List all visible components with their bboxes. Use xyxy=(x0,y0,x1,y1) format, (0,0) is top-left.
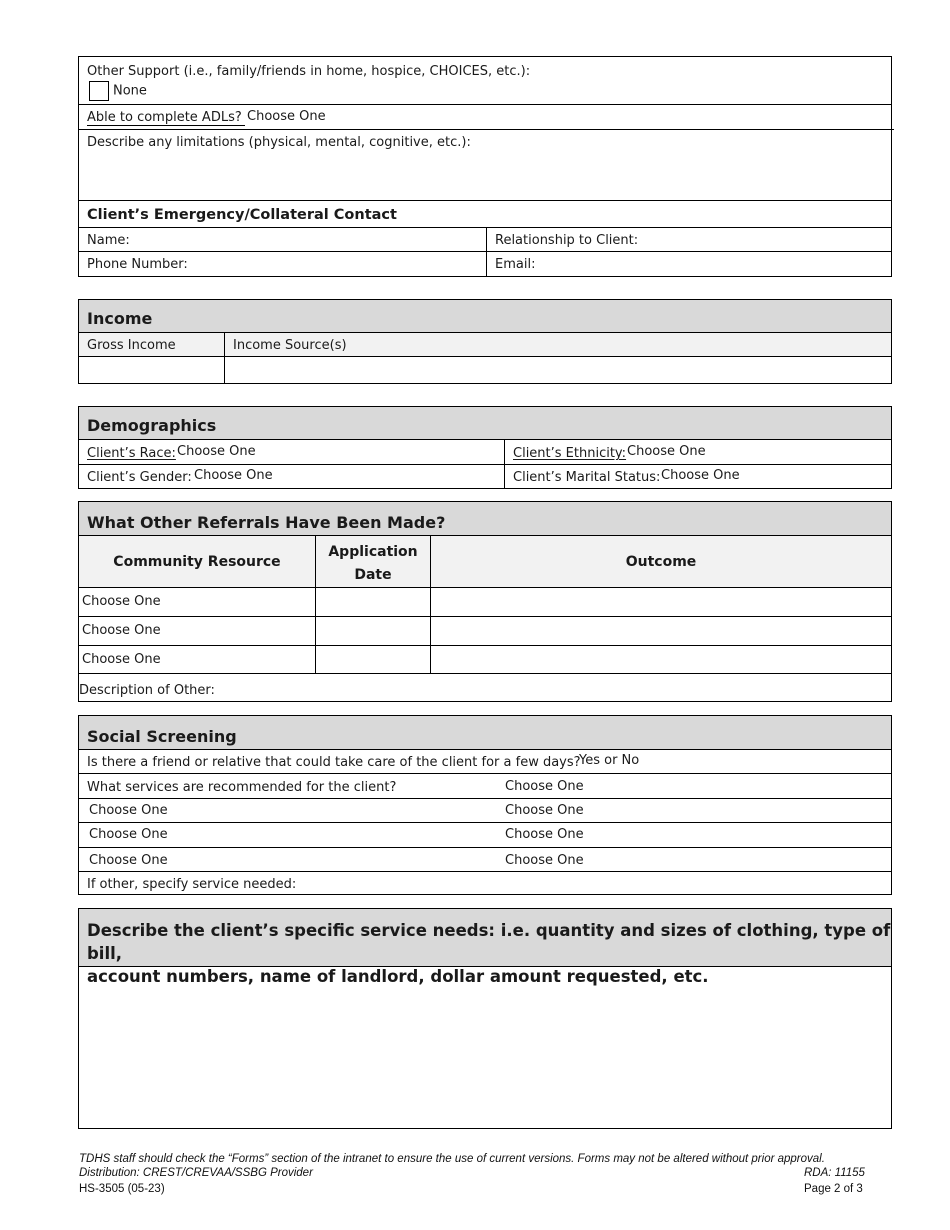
application-date-input[interactable] xyxy=(316,588,431,616)
income-heading: Income xyxy=(87,309,153,328)
table-row xyxy=(79,588,891,617)
emergency-heading-row xyxy=(79,201,891,228)
income-source-header: Income Source(s) xyxy=(233,338,347,353)
marital-label: Client’s Marital Status: xyxy=(513,470,661,485)
footer-rda: RDA: 11155 xyxy=(804,1167,865,1179)
demographics-row-1 xyxy=(79,440,891,465)
col-application-date-line2: Date xyxy=(354,567,392,583)
income-section xyxy=(78,299,892,384)
service-select[interactable]: Choose One xyxy=(89,853,168,868)
other-support-label: Other Support (i.e., family/friends in home, hospice, CHOICES, etc.): xyxy=(87,64,531,79)
services-question-row xyxy=(79,774,891,799)
demographics-heading: Demographics xyxy=(87,416,217,435)
service-row xyxy=(79,848,891,872)
service-needs-section xyxy=(78,908,892,1129)
service-select[interactable]: Choose One xyxy=(89,803,168,818)
outcome-input[interactable] xyxy=(431,588,891,616)
service-row xyxy=(79,799,891,823)
income-source-input[interactable] xyxy=(225,357,891,383)
demographics-section xyxy=(78,406,892,489)
social-heading-row xyxy=(79,716,891,750)
ethnicity-select[interactable]: Choose One xyxy=(627,444,706,459)
outcome-input[interactable] xyxy=(431,617,891,645)
gender-select[interactable]: Choose One xyxy=(194,468,273,483)
service-select[interactable]: Choose One xyxy=(505,827,584,842)
referrals-section xyxy=(78,501,892,702)
service-row xyxy=(79,823,891,848)
gross-income-header: Gross Income xyxy=(79,333,225,356)
referrals-heading: What Other Referrals Have Been Made? xyxy=(87,513,446,532)
friend-select[interactable]: Yes or No xyxy=(579,753,640,768)
resource-select[interactable]: Choose One xyxy=(79,646,316,673)
service-select[interactable]: Choose One xyxy=(505,779,584,794)
limitations-label: Describe any limitations (physical, mental, cognitive, etc.): xyxy=(87,135,471,150)
description-of-other-label: Description of Other: xyxy=(79,683,215,698)
relationship-label: Relationship to Client: xyxy=(495,233,639,248)
adl-select[interactable]: Choose One xyxy=(247,109,326,124)
referrals-heading-row xyxy=(79,502,891,536)
col-application-date-line1: Application xyxy=(328,544,418,560)
income-heading-row xyxy=(79,300,891,333)
other-support-row xyxy=(79,57,891,105)
gross-income-input[interactable] xyxy=(79,357,225,383)
email-field[interactable] xyxy=(487,252,891,276)
resource-select[interactable]: Choose One xyxy=(79,617,316,645)
needs-heading-line2: account numbers, name of landlord, dollar amount requested, etc. xyxy=(87,967,709,986)
table-row xyxy=(79,646,891,674)
race-select[interactable]: Choose One xyxy=(177,444,256,459)
adl-row xyxy=(79,105,891,130)
emergency-heading: Client’s Emergency/Collateral Contact xyxy=(87,207,397,223)
support-section xyxy=(78,56,892,277)
footer-page: Page 2 of 3 xyxy=(804,1183,863,1195)
social-screening-section xyxy=(78,715,892,895)
needs-textarea[interactable] xyxy=(79,967,891,1128)
gender-label: Client’s Gender: xyxy=(87,470,192,485)
contact-row-2 xyxy=(79,252,891,276)
none-checkbox[interactable] xyxy=(89,81,109,101)
services-question-label: What services are recommended for the client? xyxy=(87,780,397,795)
service-select[interactable]: Choose One xyxy=(505,853,584,868)
relationship-field[interactable] xyxy=(487,228,891,251)
race-label: Client’s Race: xyxy=(87,446,176,461)
name-field[interactable] xyxy=(79,228,487,251)
table-row xyxy=(79,617,891,646)
none-label: None xyxy=(113,83,147,99)
limitations-row[interactable] xyxy=(79,130,891,201)
adl-label: Able to complete ADLs? xyxy=(87,110,245,126)
footer-form-number: HS-3505 (05-23) xyxy=(79,1183,165,1195)
footer-distribution: Distribution: CREST/CREVAA/SSBG Provider xyxy=(79,1167,313,1179)
other-service-row[interactable] xyxy=(79,872,891,896)
service-select[interactable]: Choose One xyxy=(89,827,168,842)
resource-select[interactable]: Choose One xyxy=(79,588,316,616)
contact-row-1 xyxy=(79,228,891,252)
phone-label: Phone Number: xyxy=(87,257,188,272)
application-date-input[interactable] xyxy=(316,617,431,645)
needs-heading-line1: Describe the client’s specific service needs: i.e. quantity and sizes of clothing, type of bill, xyxy=(87,921,891,963)
referrals-header-row xyxy=(79,536,891,588)
demographics-row-2 xyxy=(79,465,891,488)
service-select[interactable]: Choose One xyxy=(505,803,584,818)
col-outcome: Outcome xyxy=(625,554,697,570)
friend-question-label: Is there a friend or relative that could take care of the client for a few days? xyxy=(87,755,581,770)
application-date-input[interactable] xyxy=(316,646,431,673)
social-heading: Social Screening xyxy=(87,727,237,746)
outcome-input[interactable] xyxy=(431,646,891,673)
email-label: Email: xyxy=(495,257,536,272)
friend-question-row xyxy=(79,750,891,774)
ethnicity-label: Client’s Ethnicity: xyxy=(513,446,627,461)
name-label: Name: xyxy=(87,233,130,248)
marital-select[interactable]: Choose One xyxy=(661,468,740,483)
demographics-heading-row xyxy=(79,407,891,440)
phone-field[interactable] xyxy=(79,252,487,276)
other-service-label: If other, specify service needed: xyxy=(87,877,297,892)
footer-notice: TDHS staff should check the “Forms” section of the intranet to ensure the use of current versions. Forms may not be altered without prior approval. xyxy=(79,1153,825,1165)
income-input-row xyxy=(79,357,891,383)
col-community-resource: Community Resource xyxy=(79,536,316,587)
description-of-other-row[interactable] xyxy=(79,674,891,701)
income-header-row xyxy=(79,333,891,357)
col-application-date xyxy=(316,536,431,587)
needs-heading-row xyxy=(79,909,891,986)
